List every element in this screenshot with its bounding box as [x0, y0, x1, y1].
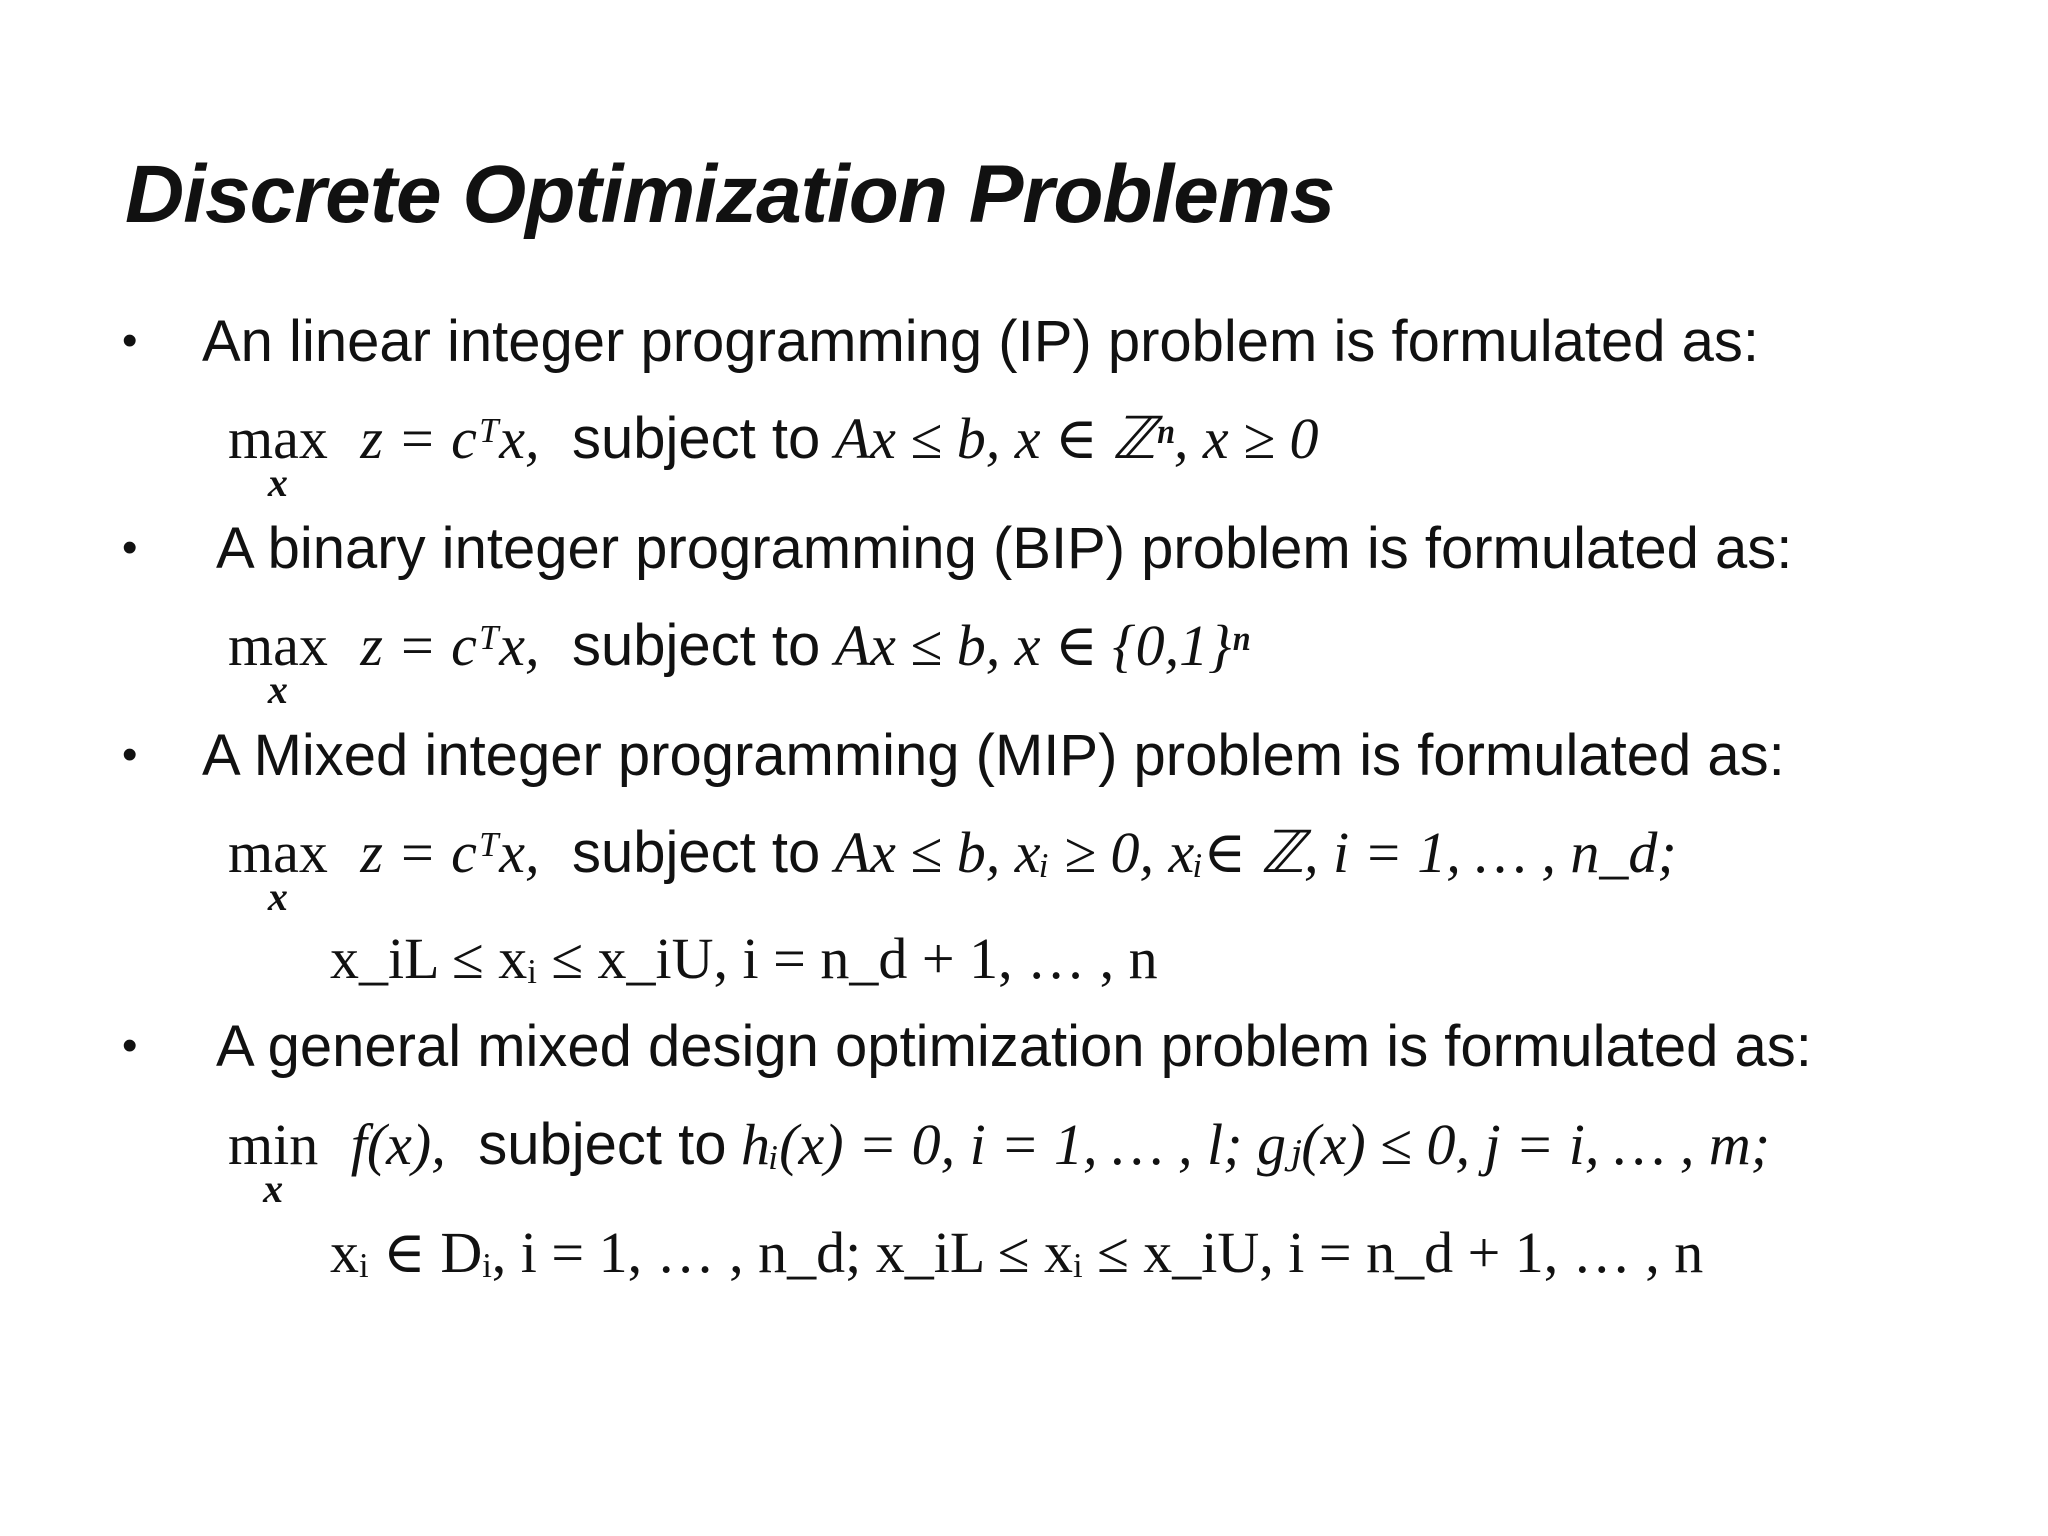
- bullet-text: A general mixed design optimization problem is formulated as:: [216, 1014, 1812, 1079]
- max-operator: max x: [228, 406, 328, 505]
- formula-mip-line1: [228, 818, 1677, 919]
- formula-mip-line2: x_iL ≤ xᵢ ≤ x_iU, i = n_d + 1, … , n: [330, 926, 1158, 991]
- max-operator: max x: [228, 820, 328, 919]
- formula-constraints: hᵢ(x) = 0, i = 1, … , l; gⱼ(x) ≤ 0, j = i, … , m;: [741, 1112, 1771, 1177]
- formula-connector: subject to: [571, 820, 821, 885]
- max-operator: max x: [228, 613, 328, 712]
- slide-title: Discrete Optimization Problems: [125, 149, 1335, 240]
- min-operator: min x: [228, 1112, 319, 1211]
- formula-constraints: Ax ≤ b, x ∈ {0,1}ⁿ: [834, 613, 1250, 678]
- bullet-symbol: •: [122, 523, 138, 572]
- formula-objective: f(x),: [350, 1112, 446, 1177]
- formula-objective: z = cᵀx,: [360, 406, 540, 471]
- bullet-ip: [122, 308, 1759, 375]
- bullet-symbol: •: [122, 316, 138, 365]
- bullet-symbol: •: [122, 1021, 138, 1070]
- bullet-symbol: •: [122, 730, 138, 779]
- formula-connector: subject to: [478, 1112, 727, 1177]
- formula-constraints: Ax ≤ b, x ∈ ℤⁿ, x ≥ 0: [834, 406, 1319, 471]
- formula-objective: z = cᵀx,: [360, 820, 540, 885]
- formula-connector: subject to: [571, 406, 821, 471]
- formula-general-line2: xᵢ ∈ Dᵢ, i = 1, … , n_d; x_iL ≤ xᵢ ≤ x_iU, i = n_d + 1, … , n: [330, 1220, 1704, 1285]
- bullet-text: A binary integer programming (BIP) problem is formulated as:: [216, 516, 1793, 581]
- formula-constraints: Ax ≤ b, xᵢ ≥ 0, xᵢ∈ ℤ, i = 1, … , n_d;: [834, 820, 1677, 885]
- formula-bip: [228, 611, 1250, 712]
- formula-connector: subject to: [571, 613, 821, 678]
- bullet-mip: [122, 722, 1785, 789]
- formula-general-line1: [228, 1110, 1771, 1211]
- bullet-bip: [122, 515, 1792, 582]
- formula-objective: z = cᵀx,: [360, 613, 540, 678]
- formula-ip: [228, 404, 1319, 505]
- bullet-general: [122, 1013, 1812, 1080]
- bullet-text: A Mixed integer programming (MIP) problem is formulated as:: [202, 723, 1785, 788]
- bullet-text: An linear integer programming (IP) problem is formulated as:: [202, 309, 1759, 374]
